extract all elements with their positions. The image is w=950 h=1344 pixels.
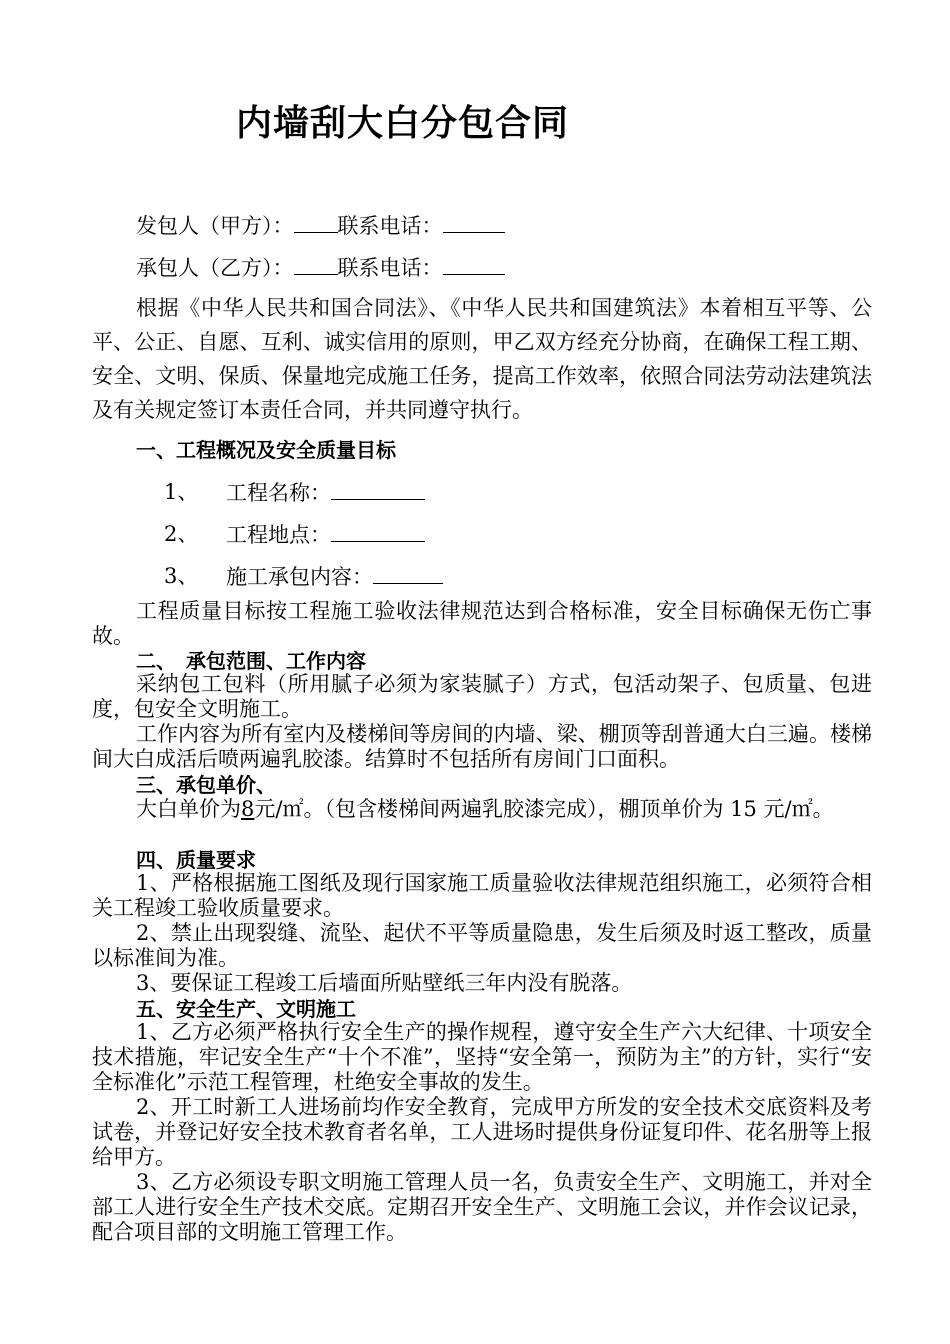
project-location-blank xyxy=(331,521,425,542)
project-name-label: 工程名称： xyxy=(226,481,331,505)
section2-para-2: 工作内容为所有室内及楼梯间等房间的内墙、梁、棚顶等刮普通大白三遍。楼梯间大白成活后喷两遍乳胶漆。结算时不包括所有房间门口面积。 xyxy=(92,722,872,771)
party-a-line xyxy=(136,212,505,239)
safety-item-1: 1、乙方必须严格执行安全生产的操作规程，遵守安全生产六大纪律、十项安全技术措施，牢记安全生产“十个不准”，坚持“安全第一，预防为主”的方针，实行“安全标准化”示范工程管理，杜绝安全事故的发生。 xyxy=(92,1020,872,1094)
section3-body xyxy=(92,797,872,822)
contract-scope-blank xyxy=(373,563,443,584)
party-b-phone-label: 联系电话： xyxy=(337,256,443,280)
project-location-label: 工程地点： xyxy=(226,523,331,547)
intro-paragraph xyxy=(92,291,872,427)
party-a-blank xyxy=(294,212,338,233)
project-location-label-wrap xyxy=(226,521,425,548)
party-a-label: 发包人（甲方）： xyxy=(136,214,294,238)
quality-item-2: 2、禁止出现裂缝、流坠、起伏不平等质量隐患，发生后须及时返工整改，质量以标准间为准。 xyxy=(92,921,872,970)
contract-scope-label: 施工承包内容： xyxy=(226,565,373,589)
project-name-blank xyxy=(331,479,425,500)
section5-heading: 五、安全生产、文明施工 xyxy=(136,997,356,1021)
section4-body xyxy=(92,871,872,996)
quality-item-1: 1、严格根据施工图纸及现行国家施工质量验收法律规范组织施工，必须符合相关工程竣工验收质量要求。 xyxy=(92,871,872,920)
section4-heading: 四、质量要求 xyxy=(136,848,256,872)
document-title: 内墙刮大白分包合同 xyxy=(236,103,570,144)
item-number: 3、 xyxy=(164,564,199,588)
quality-item-3: 3、要保证工程竣工后墙面所贴壁纸三年内没有脱落。 xyxy=(136,971,633,995)
party-b-blank xyxy=(294,254,338,275)
party-b-phone-blank xyxy=(443,254,505,275)
section2-para-1: 采纳包工包料（所用腻子必须为家装腻子）方式，包活动架子、包质量、包进度，包安全文明施工。 xyxy=(92,672,872,721)
section1-goal-paragraph xyxy=(92,599,872,649)
price-suffix: 元/㎡。（包含楼梯间两遍乳胶漆完成），棚顶单价为 15 元/㎡。 xyxy=(254,797,834,821)
section5-body xyxy=(92,1020,872,1245)
price-value: 8 xyxy=(241,797,255,821)
section3-heading: 三、承包单价、 xyxy=(136,773,276,797)
item-number: 2、 xyxy=(164,522,199,546)
goal-text: 工程质量目标按工程施工验收法律规范达到合格标准，安全目标确保无伤亡事故。 xyxy=(92,599,872,648)
project-name-label-wrap xyxy=(226,479,425,506)
item-number: 1、 xyxy=(164,480,199,504)
party-b-line xyxy=(136,254,505,281)
section1-heading: 一、工程概况及安全质量目标 xyxy=(136,438,396,462)
section2-body xyxy=(92,672,872,772)
party-b-label: 承包人（乙方）： xyxy=(136,256,294,280)
unit-price-text xyxy=(92,797,872,822)
party-a-phone-blank xyxy=(443,212,505,233)
safety-item-3: 3、乙方必须设专职文明施工管理人员一名，负责安全生产、文明施工，并对全部工人进行安全生产技术交底。定期召开安全生产、文明施工会议，并作会议记录，配合项目部的文明施工管理工作。 xyxy=(92,1170,872,1244)
section2-heading: 二、 承包范围、工作内容 xyxy=(136,649,366,673)
intro-text: 根据《中华人民共和国合同法》、《中华人民共和国建筑法》本着相互平等、公平、公正、自愿、互利、诚实信用的原则，甲乙双方经充分协商，在确保工程工期、安全、文明、保质、保量地完成施工任务，提高工作效率，依照合同法劳动法建筑法及有关规定签订本责任合同，并共同遵守执行。 xyxy=(92,296,872,422)
safety-item-2: 2、开工时新工人进场前均作安全教育，完成甲方所发的安全技术交底资料及考试卷，并登记好安全技术教育者名单，工人进场时提供身份证复印件、花名册等上报给甲方。 xyxy=(92,1095,872,1169)
party-a-phone-label: 联系电话： xyxy=(337,214,443,238)
price-prefix: 大白单价为 xyxy=(136,797,241,821)
contract-scope-label-wrap xyxy=(226,563,443,590)
